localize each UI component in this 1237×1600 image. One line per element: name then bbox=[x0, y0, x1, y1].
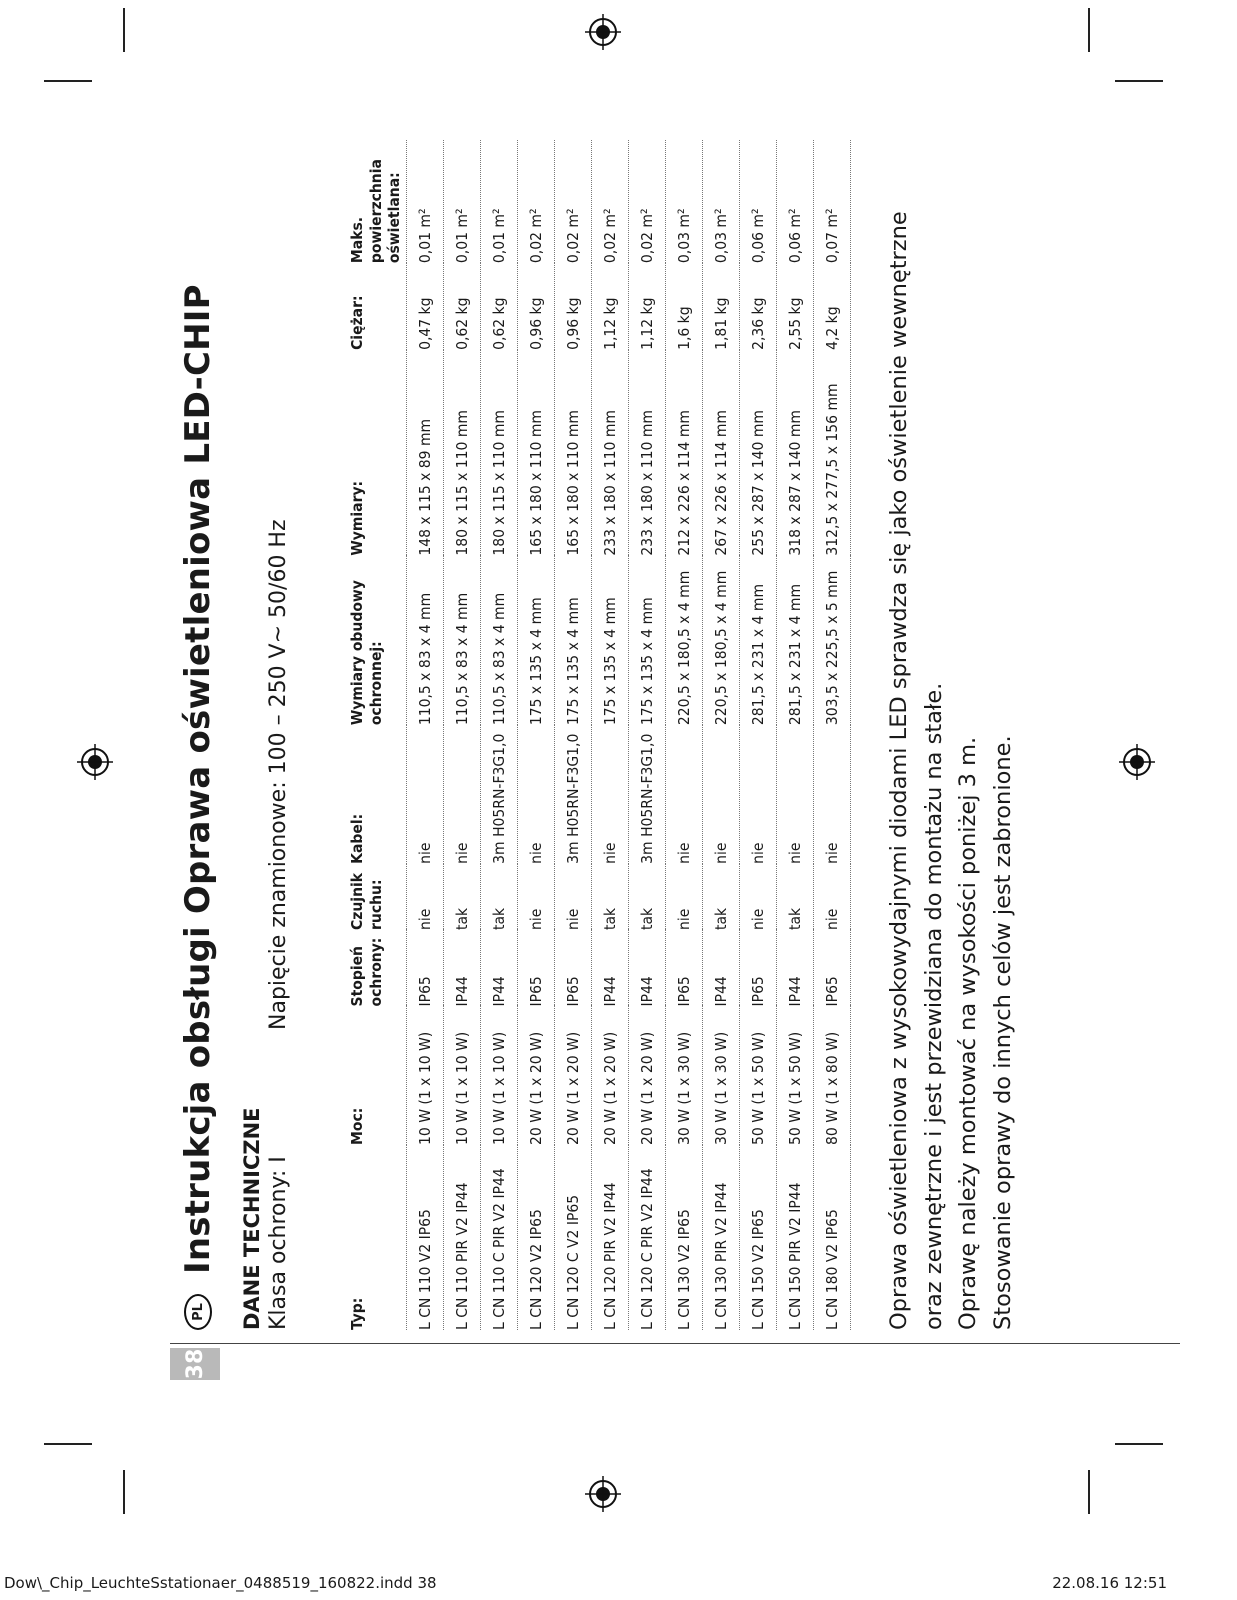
table-cell: 0,02 m² bbox=[591, 140, 628, 263]
crop-mark bbox=[44, 1443, 92, 1445]
rated-voltage: Napięcie znamionowe: 100 – 250 V~ 50/60 Hz bbox=[266, 519, 291, 1030]
table-cell: 220,5 x 180,5 x 4 mm bbox=[665, 556, 702, 726]
table-cell: 2,55 kg bbox=[776, 263, 813, 350]
col-ip: Stopień ochrony: bbox=[348, 937, 385, 1007]
table-cell: 110,5 x 83 x 4 mm bbox=[443, 556, 480, 726]
table-cell: tak bbox=[776, 864, 813, 930]
table-cell: tak bbox=[443, 864, 480, 930]
table-row bbox=[554, 140, 591, 1330]
table-cell: L CN 130 PIR V2 IP44 bbox=[702, 1145, 739, 1330]
crop-mark bbox=[1115, 1443, 1163, 1445]
table-row bbox=[406, 140, 443, 1330]
table-cell: 20 W (1 x 20 W) bbox=[591, 1006, 628, 1145]
table-cell: nie bbox=[406, 864, 443, 930]
table-cell: 3m H05RN-F3G1,0 bbox=[480, 725, 517, 864]
table-cell: IP65 bbox=[517, 930, 554, 1006]
table-cell: nie bbox=[591, 725, 628, 864]
table-cell: nie bbox=[813, 864, 850, 930]
table-row bbox=[702, 140, 739, 1330]
table-cell: nie bbox=[776, 725, 813, 864]
table-cell: 10 W (1 x 10 W) bbox=[406, 1006, 443, 1145]
table-cell: 180 x 115 x 110 mm bbox=[480, 350, 517, 556]
table-cell: IP44 bbox=[628, 930, 665, 1006]
table-cell: 165 x 180 x 110 mm bbox=[554, 350, 591, 556]
table-cell: nie bbox=[665, 725, 702, 864]
table-cell: 20 W (1 x 20 W) bbox=[628, 1006, 665, 1145]
table-cell: L CN 110 C PIR V2 IP44 bbox=[480, 1145, 517, 1330]
header bbox=[178, 284, 218, 1330]
table-cell: 281,5 x 231 x 4 mm bbox=[739, 556, 776, 726]
crop-mark bbox=[123, 1470, 125, 1514]
description-line: oraz zewnętrzne i jest przewidziana do montażu na stałe. bbox=[920, 682, 947, 1330]
table-cell: L CN 120 V2 IP65 bbox=[517, 1145, 554, 1330]
table-row bbox=[443, 140, 480, 1330]
rotated-page bbox=[170, 140, 1180, 1380]
table-cell: 20 W (1 x 20 W) bbox=[517, 1006, 554, 1145]
table-cell: 175 x 135 x 4 mm bbox=[628, 556, 665, 726]
col-cable: Kabel: bbox=[348, 813, 366, 864]
table-cell: IP44 bbox=[480, 930, 517, 1006]
footer-file-info: Dow\_Chip_LeuchteSstationaer_0488519_160822.indd 38 bbox=[4, 1574, 437, 1592]
table-row bbox=[628, 140, 665, 1330]
table-cell: L CN 180 V2 IP65 bbox=[813, 1145, 850, 1330]
table-cell: 175 x 135 x 4 mm bbox=[554, 556, 591, 726]
table-cell: IP44 bbox=[443, 930, 480, 1006]
spec-table-header bbox=[348, 140, 406, 1330]
table-cell: 1,6 kg bbox=[665, 263, 702, 350]
description-line: Stosowanie oprawy do innych celów jest zabronione. bbox=[989, 735, 1016, 1330]
registration-mark-icon bbox=[585, 1476, 621, 1512]
col-area: Maks. powierzchnia oświetlana: bbox=[348, 159, 404, 264]
crop-mark bbox=[1088, 8, 1090, 52]
table-cell: L CN 120 C PIR V2 IP44 bbox=[628, 1145, 665, 1330]
col-weight: Ciężar: bbox=[348, 295, 366, 350]
table-cell: nie bbox=[739, 725, 776, 864]
description-line: Oprawa oświetleniowa z wysokowydajnymi diodami LED sprawdza się jako oświetlenie wewnętrzne bbox=[886, 211, 912, 1330]
table-cell: nie bbox=[665, 864, 702, 930]
table-cell: 0,96 kg bbox=[554, 263, 591, 350]
table-cell: 110,5 x 83 x 4 mm bbox=[480, 556, 517, 726]
table-cell: 0,47 kg bbox=[406, 263, 443, 350]
spec-table-body bbox=[406, 140, 850, 1330]
table-cell: nie bbox=[406, 725, 443, 864]
table-cell: IP65 bbox=[554, 930, 591, 1006]
table-cell: 0,03 m² bbox=[702, 140, 739, 263]
table-cell: 3m H05RN-F3G1,0 bbox=[628, 725, 665, 864]
table-cell: 50 W (1 x 50 W) bbox=[739, 1006, 776, 1145]
table-row bbox=[480, 140, 517, 1330]
protection-class: Klasa ochrony: I bbox=[266, 1156, 291, 1330]
table-cell: 233 x 180 x 110 mm bbox=[591, 350, 628, 556]
table-cell: L CN 130 V2 IP65 bbox=[665, 1145, 702, 1330]
col-dimensions: Wymiary: bbox=[348, 480, 366, 556]
table-cell: 1,12 kg bbox=[628, 263, 665, 350]
col-housing: Wymiary obudowy ochronnej: bbox=[348, 580, 385, 726]
table-cell: IP44 bbox=[591, 930, 628, 1006]
table-cell: 212 x 226 x 114 mm bbox=[665, 350, 702, 556]
registration-mark-icon bbox=[585, 14, 621, 50]
table-cell: 0,01 m² bbox=[406, 140, 443, 263]
registration-mark-icon bbox=[77, 744, 113, 780]
col-power: Moc: bbox=[348, 1107, 366, 1145]
page-rule bbox=[170, 1343, 1180, 1344]
table-cell: L CN 120 PIR V2 IP44 bbox=[591, 1145, 628, 1330]
table-cell: IP65 bbox=[813, 930, 850, 1006]
table-row bbox=[665, 140, 702, 1330]
table-cell: 148 x 115 x 89 mm bbox=[406, 350, 443, 556]
table-cell: 175 x 135 x 4 mm bbox=[591, 556, 628, 726]
description-line: Oprawę należy montować na wysokości poniżej 3 m. bbox=[955, 736, 981, 1330]
table-cell: 0,96 kg bbox=[517, 263, 554, 350]
table-cell: 110,5 x 83 x 4 mm bbox=[406, 556, 443, 726]
table-cell: 267 x 226 x 114 mm bbox=[702, 350, 739, 556]
table-cell: 0,07 m² bbox=[813, 140, 850, 263]
table-cell: nie bbox=[554, 864, 591, 930]
table-row bbox=[739, 140, 776, 1330]
table-cell: 0,62 kg bbox=[480, 263, 517, 350]
table-cell: 0,02 m² bbox=[628, 140, 665, 263]
spec-meta bbox=[266, 519, 291, 1330]
description bbox=[882, 150, 1020, 1330]
table-cell: 0,02 m² bbox=[554, 140, 591, 263]
table-cell: 233 x 180 x 110 mm bbox=[628, 350, 665, 556]
table-cell: 80 W (1 x 80 W) bbox=[813, 1006, 850, 1145]
table-cell: nie bbox=[813, 725, 850, 864]
table-cell: L CN 150 V2 IP65 bbox=[739, 1145, 776, 1330]
table-cell: nie bbox=[702, 725, 739, 864]
crop-mark bbox=[1115, 80, 1163, 82]
table-cell: nie bbox=[443, 725, 480, 864]
language-badge: PL bbox=[184, 1294, 212, 1330]
table-cell: 255 x 287 x 140 mm bbox=[739, 350, 776, 556]
table-cell: 0,02 m² bbox=[517, 140, 554, 263]
table-cell: nie bbox=[739, 864, 776, 930]
table-cell: L CN 150 PIR V2 IP44 bbox=[776, 1145, 813, 1330]
table-cell: 318 x 287 x 140 mm bbox=[776, 350, 813, 556]
table-cell: 281,5 x 231 x 4 mm bbox=[776, 556, 813, 726]
table-cell: 30 W (1 x 30 W) bbox=[702, 1006, 739, 1145]
table-cell: 3m H05RN-F3G1,0 bbox=[554, 725, 591, 864]
table-cell: tak bbox=[628, 864, 665, 930]
table-cell: 4,2 kg bbox=[813, 263, 850, 350]
table-cell: 30 W (1 x 30 W) bbox=[665, 1006, 702, 1145]
table-cell: 1,81 kg bbox=[702, 263, 739, 350]
table-cell: 0,01 m² bbox=[480, 140, 517, 263]
table-cell: 0,62 kg bbox=[443, 263, 480, 350]
table-cell: 1,12 kg bbox=[591, 263, 628, 350]
table-cell: IP65 bbox=[739, 930, 776, 1006]
table-row bbox=[813, 140, 850, 1330]
table-cell: IP65 bbox=[665, 930, 702, 1006]
table-cell: 20 W (1 x 20 W) bbox=[554, 1006, 591, 1145]
crop-mark bbox=[123, 8, 125, 52]
table-cell: 0,06 m² bbox=[739, 140, 776, 263]
table-cell: 2,36 kg bbox=[739, 263, 776, 350]
spec-table bbox=[348, 140, 851, 1330]
page-number: 38 bbox=[170, 1348, 220, 1380]
table-cell: tak bbox=[702, 864, 739, 930]
table-cell: L CN 110 PIR V2 IP44 bbox=[443, 1145, 480, 1330]
table-cell: L CN 110 V2 IP65 bbox=[406, 1145, 443, 1330]
table-row bbox=[517, 140, 554, 1330]
footer-timestamp: 22.08.16 12:51 bbox=[1052, 1574, 1167, 1592]
table-cell: 220,5 x 180,5 x 4 mm bbox=[702, 556, 739, 726]
table-row bbox=[776, 140, 813, 1330]
table-cell: 312,5 x 277,5 x 156 mm bbox=[813, 350, 850, 556]
table-cell: tak bbox=[480, 864, 517, 930]
crop-mark bbox=[1088, 1470, 1090, 1514]
table-row bbox=[591, 140, 628, 1330]
crop-mark bbox=[44, 80, 92, 82]
table-cell: 10 W (1 x 10 W) bbox=[443, 1006, 480, 1145]
table-cell: L CN 120 C V2 IP65 bbox=[554, 1145, 591, 1330]
page-title: Instrukcja obsługi Oprawa oświetleniowa LED-CHIP bbox=[178, 284, 218, 1274]
table-cell: 0,03 m² bbox=[665, 140, 702, 263]
table-cell: IP44 bbox=[702, 930, 739, 1006]
table-cell: tak bbox=[591, 864, 628, 930]
table-cell: IP65 bbox=[406, 930, 443, 1006]
table-cell: 180 x 115 x 110 mm bbox=[443, 350, 480, 556]
table-cell: 50 W (1 x 50 W) bbox=[776, 1006, 813, 1145]
col-sensor: Czujnik ruchu: bbox=[348, 872, 385, 930]
table-cell: nie bbox=[517, 864, 554, 930]
table-cell: 175 x 135 x 4 mm bbox=[517, 556, 554, 726]
table-cell: 165 x 180 x 110 mm bbox=[517, 350, 554, 556]
section-heading: DANE TECHNICZNE bbox=[240, 1107, 264, 1330]
table-cell: nie bbox=[517, 725, 554, 864]
col-type: Typ: bbox=[348, 1297, 366, 1330]
table-cell: 10 W (1 x 10 W) bbox=[480, 1006, 517, 1145]
table-cell: 0,01 m² bbox=[443, 140, 480, 263]
table-cell: 303,5 x 225,5 x 5 mm bbox=[813, 556, 850, 726]
table-cell: IP44 bbox=[776, 930, 813, 1006]
table-cell: 0,06 m² bbox=[776, 140, 813, 263]
